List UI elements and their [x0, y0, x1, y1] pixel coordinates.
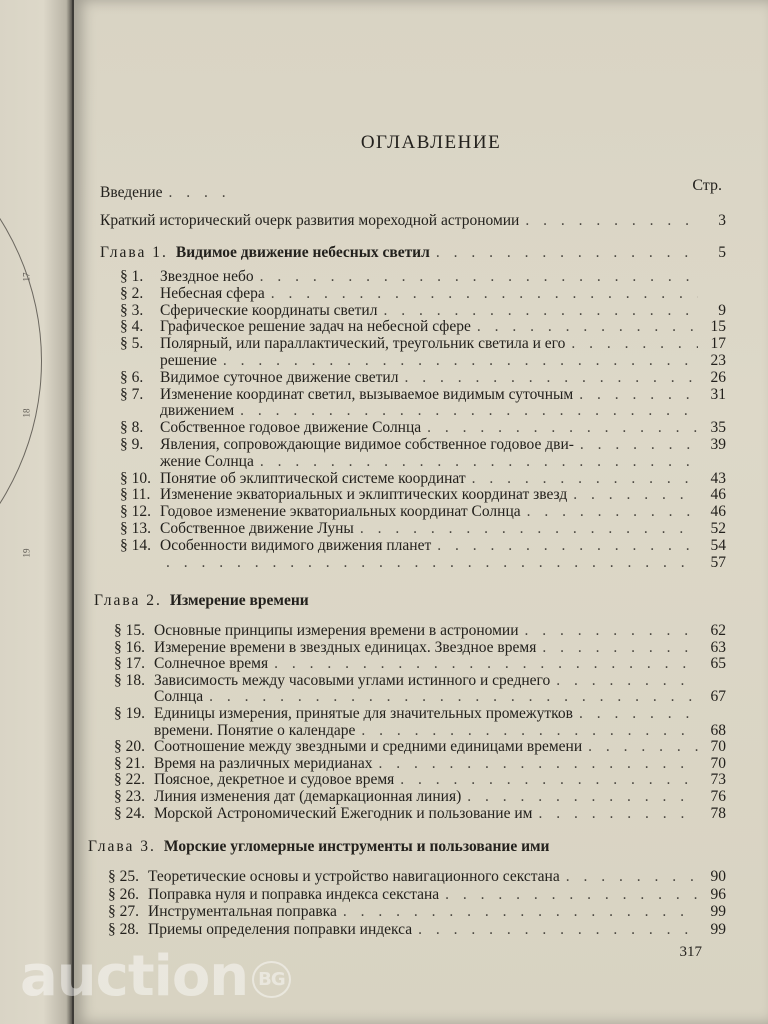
section-title: Основные принципы измерения времени в астрономии	[154, 622, 519, 639]
toc-entry	[114, 805, 726, 823]
section-number: § 10.	[120, 469, 151, 487]
page-ref: 99	[710, 920, 726, 938]
toc-entry	[108, 903, 726, 921]
section-number: § 12.	[120, 503, 151, 521]
page-ref: 63	[710, 638, 726, 656]
toc-entry	[120, 470, 726, 488]
page-ref: 15	[710, 318, 726, 336]
section-title: Солнечное время	[154, 655, 269, 673]
toc-entry	[120, 335, 726, 353]
toc-entry	[108, 886, 726, 904]
section-title: Приемы определения поправки индекса	[148, 920, 413, 938]
section-number: § 15.	[114, 622, 145, 639]
section-title: Понятие об эклиптической системе координат	[160, 469, 466, 487]
chapter-heading: Глава 1. Видимое движение небесных светил . . . 5	[100, 244, 726, 262]
section-number: § 9.	[120, 436, 144, 453]
toc-entry	[120, 486, 726, 504]
section-number: § 6.	[120, 368, 144, 386]
section-number: § 27.	[108, 903, 139, 920]
section-title: Солнца	[154, 688, 204, 706]
section-title: Изменение экваториальных и эклиптических координат звезд	[160, 486, 568, 504]
toc-entry	[120, 268, 726, 286]
section-title: Собственное годовое движение Солнца	[160, 419, 422, 437]
toc-entry	[114, 655, 726, 673]
section-title: Особенности видимого движения планет	[160, 536, 432, 554]
section-title: Явления, сопровождающие видимое собственное годовое дви-	[160, 436, 574, 453]
section-number: § 22.	[114, 771, 145, 789]
section-title: времени. Понятие о календаре	[154, 721, 356, 739]
section-title: Графическое решение задач на небесной сфере	[160, 318, 471, 336]
section-title: Время на различных меридианах	[154, 754, 373, 772]
section-number: § 2.	[120, 284, 144, 302]
page-ref: 62	[710, 622, 726, 639]
toc-entry	[114, 639, 726, 657]
page-ref: 9	[718, 301, 726, 319]
toc-entry	[120, 386, 726, 404]
toc-entry	[120, 436, 726, 454]
toc-entry	[114, 755, 726, 773]
compass-arc-drawing	[0, 80, 42, 642]
section-title: Полярный, или параллактический, треугольник светила и его	[160, 335, 566, 353]
toc-entry: Введение . . .	[100, 184, 726, 202]
arc-mark: 19	[21, 548, 32, 558]
page-ref: 99	[710, 903, 726, 920]
section-number: § 16.	[114, 638, 145, 656]
toc-entry	[120, 318, 726, 336]
page-title: ОГЛАВЛЕНИЕ	[360, 132, 502, 153]
section-title: Соотношение между звездными и средними единицами времени	[154, 738, 583, 756]
section-title: Сферические координаты светил	[160, 301, 378, 319]
section-number: § 13.	[120, 520, 151, 537]
section-title: Единицы измерения, принятые для значительных промежутков	[154, 705, 573, 722]
page-number: 317	[679, 944, 702, 960]
toc-entry	[120, 285, 726, 303]
toc-entry	[114, 788, 726, 806]
section-number: § 28.	[108, 920, 139, 938]
page-ref: 26	[710, 368, 726, 386]
section-number: § 1.	[120, 268, 144, 285]
section-number: § 5.	[120, 335, 144, 353]
toc-entry	[108, 921, 726, 939]
toc-entry	[114, 688, 726, 706]
section-number: § 21.	[114, 754, 145, 772]
section-title: Измерение времени в звездных единицах. Звездное время	[154, 638, 537, 656]
toc-entry	[120, 302, 726, 320]
page-ref: 43	[710, 469, 726, 487]
toc-entry	[120, 554, 726, 572]
toc-entry	[114, 705, 726, 723]
watermark-logo: auction BG	[20, 944, 291, 1009]
section-number: § 4.	[120, 318, 144, 336]
section-title: движением	[160, 402, 235, 420]
chapter-heading: Глава 3. Морские угломерные инструменты и пользование ими	[88, 838, 550, 855]
toc-entry: Краткий исторический очерк развития мореходной астрономии . . . 3	[100, 212, 726, 230]
page-ref: 90	[710, 868, 726, 885]
page-ref: 68	[710, 721, 726, 739]
page-ref: 76	[710, 788, 726, 805]
book-page	[74, 0, 768, 1024]
section-title: Морской Астрономический Ежегодник и пользование им	[154, 804, 533, 822]
toc-entry	[114, 672, 726, 690]
page-ref: 65	[710, 655, 726, 673]
section-number: § 19.	[114, 705, 145, 722]
page-ref: 67	[710, 688, 726, 706]
section-title: Теоретические основы и устройство навигационного секстана	[148, 868, 560, 885]
toc-entry	[114, 738, 726, 756]
section-title: Видимое суточное движение светил	[160, 368, 399, 386]
page-ref: 39	[710, 436, 726, 453]
toc-entry	[120, 453, 726, 471]
arc-mark: 18	[21, 408, 32, 418]
page-ref: 73	[710, 771, 726, 789]
section-number: § 11.	[120, 486, 151, 504]
page-ref: 54	[710, 536, 726, 554]
section-number: § 18.	[114, 671, 145, 689]
page-ref: 46	[710, 503, 726, 521]
page-ref: 35	[710, 419, 726, 437]
toc-entry	[120, 520, 726, 538]
section-title: Изменение координат светил, вызываемое видимым суточным	[160, 385, 574, 403]
page-ref: 46	[710, 486, 726, 504]
section-number: § 24.	[114, 804, 145, 822]
section-title: Небесная сфера	[160, 284, 265, 302]
page-ref: 78	[710, 804, 726, 822]
toc-entry	[120, 352, 726, 370]
section-title: Зависимость между часовыми углами истинного и среднего	[154, 671, 551, 689]
section-title: Инструментальная поправка	[148, 903, 337, 920]
toc-entry	[120, 419, 726, 437]
page-ref: 23	[710, 352, 726, 369]
toc-entry	[114, 622, 726, 640]
page-ref: 57	[710, 553, 726, 571]
section-title: Поясное, декретное и судовое время	[154, 771, 395, 789]
toc-entry	[108, 868, 726, 886]
section-number: § 8.	[120, 419, 144, 437]
page-ref: 70	[710, 754, 726, 772]
page-ref: 96	[710, 885, 726, 903]
section-title: Собственное движение Луны	[160, 520, 354, 537]
chapter-heading: Глава 2. Измерение времени	[94, 592, 309, 609]
section-number: § 20.	[114, 738, 145, 756]
section-title: Линия изменения дат (демаркационная линия)	[154, 788, 462, 805]
page-column-label: Стр.	[692, 177, 722, 194]
section-number: § 25.	[108, 868, 139, 885]
section-number: § 23.	[114, 788, 145, 805]
toc-entry	[114, 771, 726, 789]
page-ref: 70	[710, 738, 726, 756]
section-number: § 3.	[120, 301, 144, 319]
arc-mark: 17	[21, 272, 32, 282]
toc-entry	[114, 722, 726, 740]
section-title: Поправка нуля и поправка индекса секстана	[148, 885, 440, 903]
section-title: жение Солнца	[160, 452, 254, 470]
toc-entry	[120, 369, 726, 387]
page-ref: 17	[710, 335, 726, 353]
section-title: Годовое изменение экваториальных координат Солнца	[160, 503, 521, 521]
page-ref: 52	[710, 520, 726, 537]
section-number: § 7.	[120, 385, 144, 403]
toc-entry	[120, 402, 726, 420]
section-number: § 17.	[114, 655, 145, 673]
section-number: § 14.	[120, 536, 151, 554]
page-ref: 31	[710, 385, 726, 403]
section-number: § 26.	[108, 885, 139, 903]
section-title: Звездное небо	[160, 268, 254, 285]
toc-entry	[120, 537, 726, 555]
left-page-edge	[0, 0, 72, 1024]
toc-entry	[120, 503, 726, 521]
section-title: решение	[160, 352, 217, 369]
